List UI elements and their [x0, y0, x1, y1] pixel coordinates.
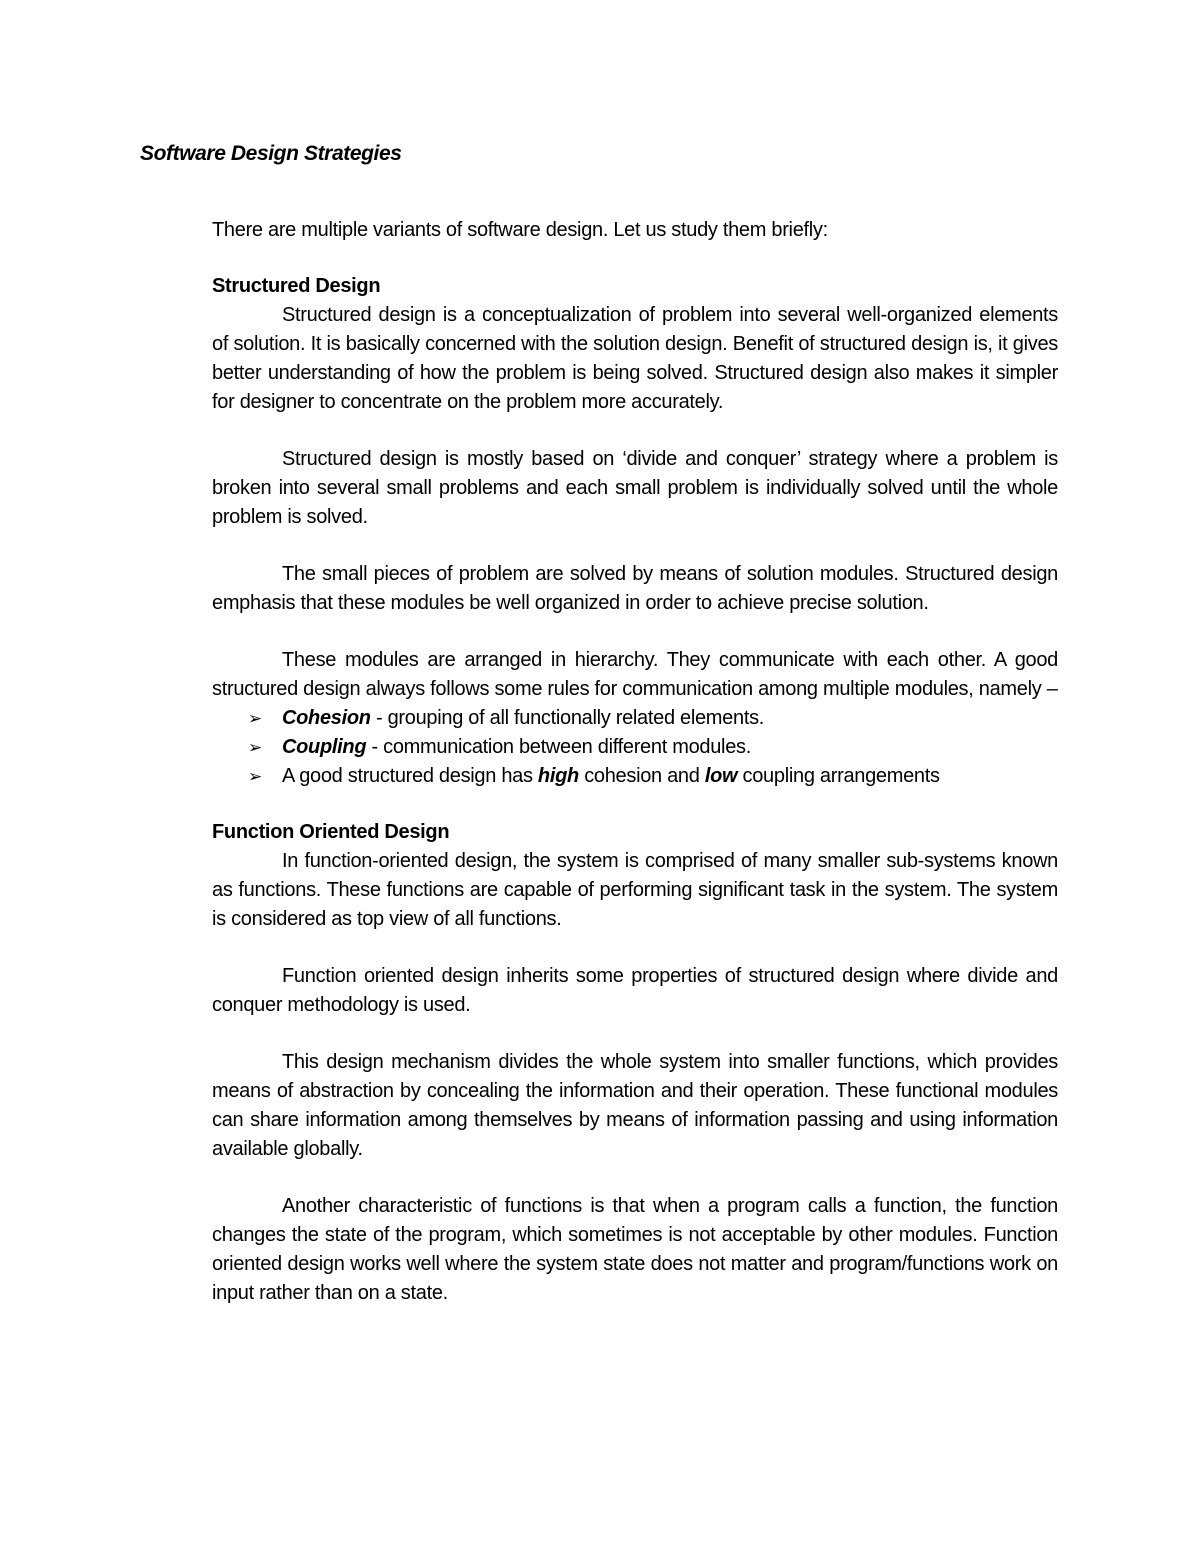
section-heading-structured-design: Structured Design: [212, 275, 381, 297]
bullet-text: A good structured design has: [282, 765, 538, 787]
paragraph: The small pieces of problem are solved by means of solution modules. Structured design emphasis that these modules be well organized in order to achieve precise solution.: [212, 563, 1058, 614]
arrowhead-bullet-icon: ➢: [248, 709, 262, 728]
document-title: Software Design Strategies: [140, 142, 402, 165]
bullet-list: [212, 704, 1058, 791]
paragraph: Another characteristic of functions is that when a program calls a function, the function changes the state of the program, which sometimes is not acceptable by other modules. Function oriented design works well where the system state does not matter and program/functions work on input rather than on a state.: [212, 1195, 1058, 1304]
emphasis-low: low: [704, 765, 738, 787]
paragraph: Structured design is a conceptualization of problem into several well-organized elements of solution. It is basically concerned with the solution design. Benefit of structured design is, it gives better understanding of how the problem is being solved. Structured design also makes it simpler for designer to concentrate on the problem more accurately.: [212, 304, 1058, 413]
paragraph: This design mechanism divides the whole system into smaller functions, which provides means of abstraction by concealing the information and their operation. These functional modules can share information among themselves by means of information passing and using information available globally.: [212, 1051, 1058, 1160]
paragraph: These modules are arranged in hierarchy. They communicate with each other. A good structured design always follows some rules for communication among multiple modules, namely –: [212, 649, 1058, 700]
bullet-text: - grouping of all functionally related elements.: [370, 707, 765, 729]
document-body: [212, 216, 1058, 1308]
section-heading-function-oriented-design: Function Oriented Design: [212, 821, 450, 843]
bullet-item-good-design: [212, 762, 1058, 791]
bullet-text: coupling arrangements: [737, 765, 940, 787]
intro-paragraph: There are multiple variants of software design. Let us study them briefly:: [212, 219, 828, 241]
bullet-term: Coupling: [282, 736, 367, 758]
paragraph: In function-oriented design, the system is comprised of many smaller sub-systems known as functions. These functions are capable of performing significant task in the system. The system is considered as top view of all functions.: [212, 850, 1058, 930]
arrowhead-bullet-icon: ➢: [248, 738, 262, 757]
bullet-item-coupling: [212, 733, 1058, 762]
bullet-text: - communication between different modules.: [366, 736, 751, 758]
bullet-text: cohesion and: [578, 765, 705, 787]
bullet-item-cohesion: [212, 704, 1058, 733]
paragraph: Function oriented design inherits some properties of structured design where divide and conquer methodology is used.: [212, 965, 1058, 1016]
emphasis-high: high: [537, 765, 579, 787]
arrowhead-bullet-icon: ➢: [248, 767, 262, 786]
bullet-term: Cohesion: [282, 707, 371, 729]
paragraph: Structured design is mostly based on ‘divide and conquer’ strategy where a problem is broken into several small problems and each small problem is individually solved until the whole problem is solved.: [212, 448, 1058, 528]
